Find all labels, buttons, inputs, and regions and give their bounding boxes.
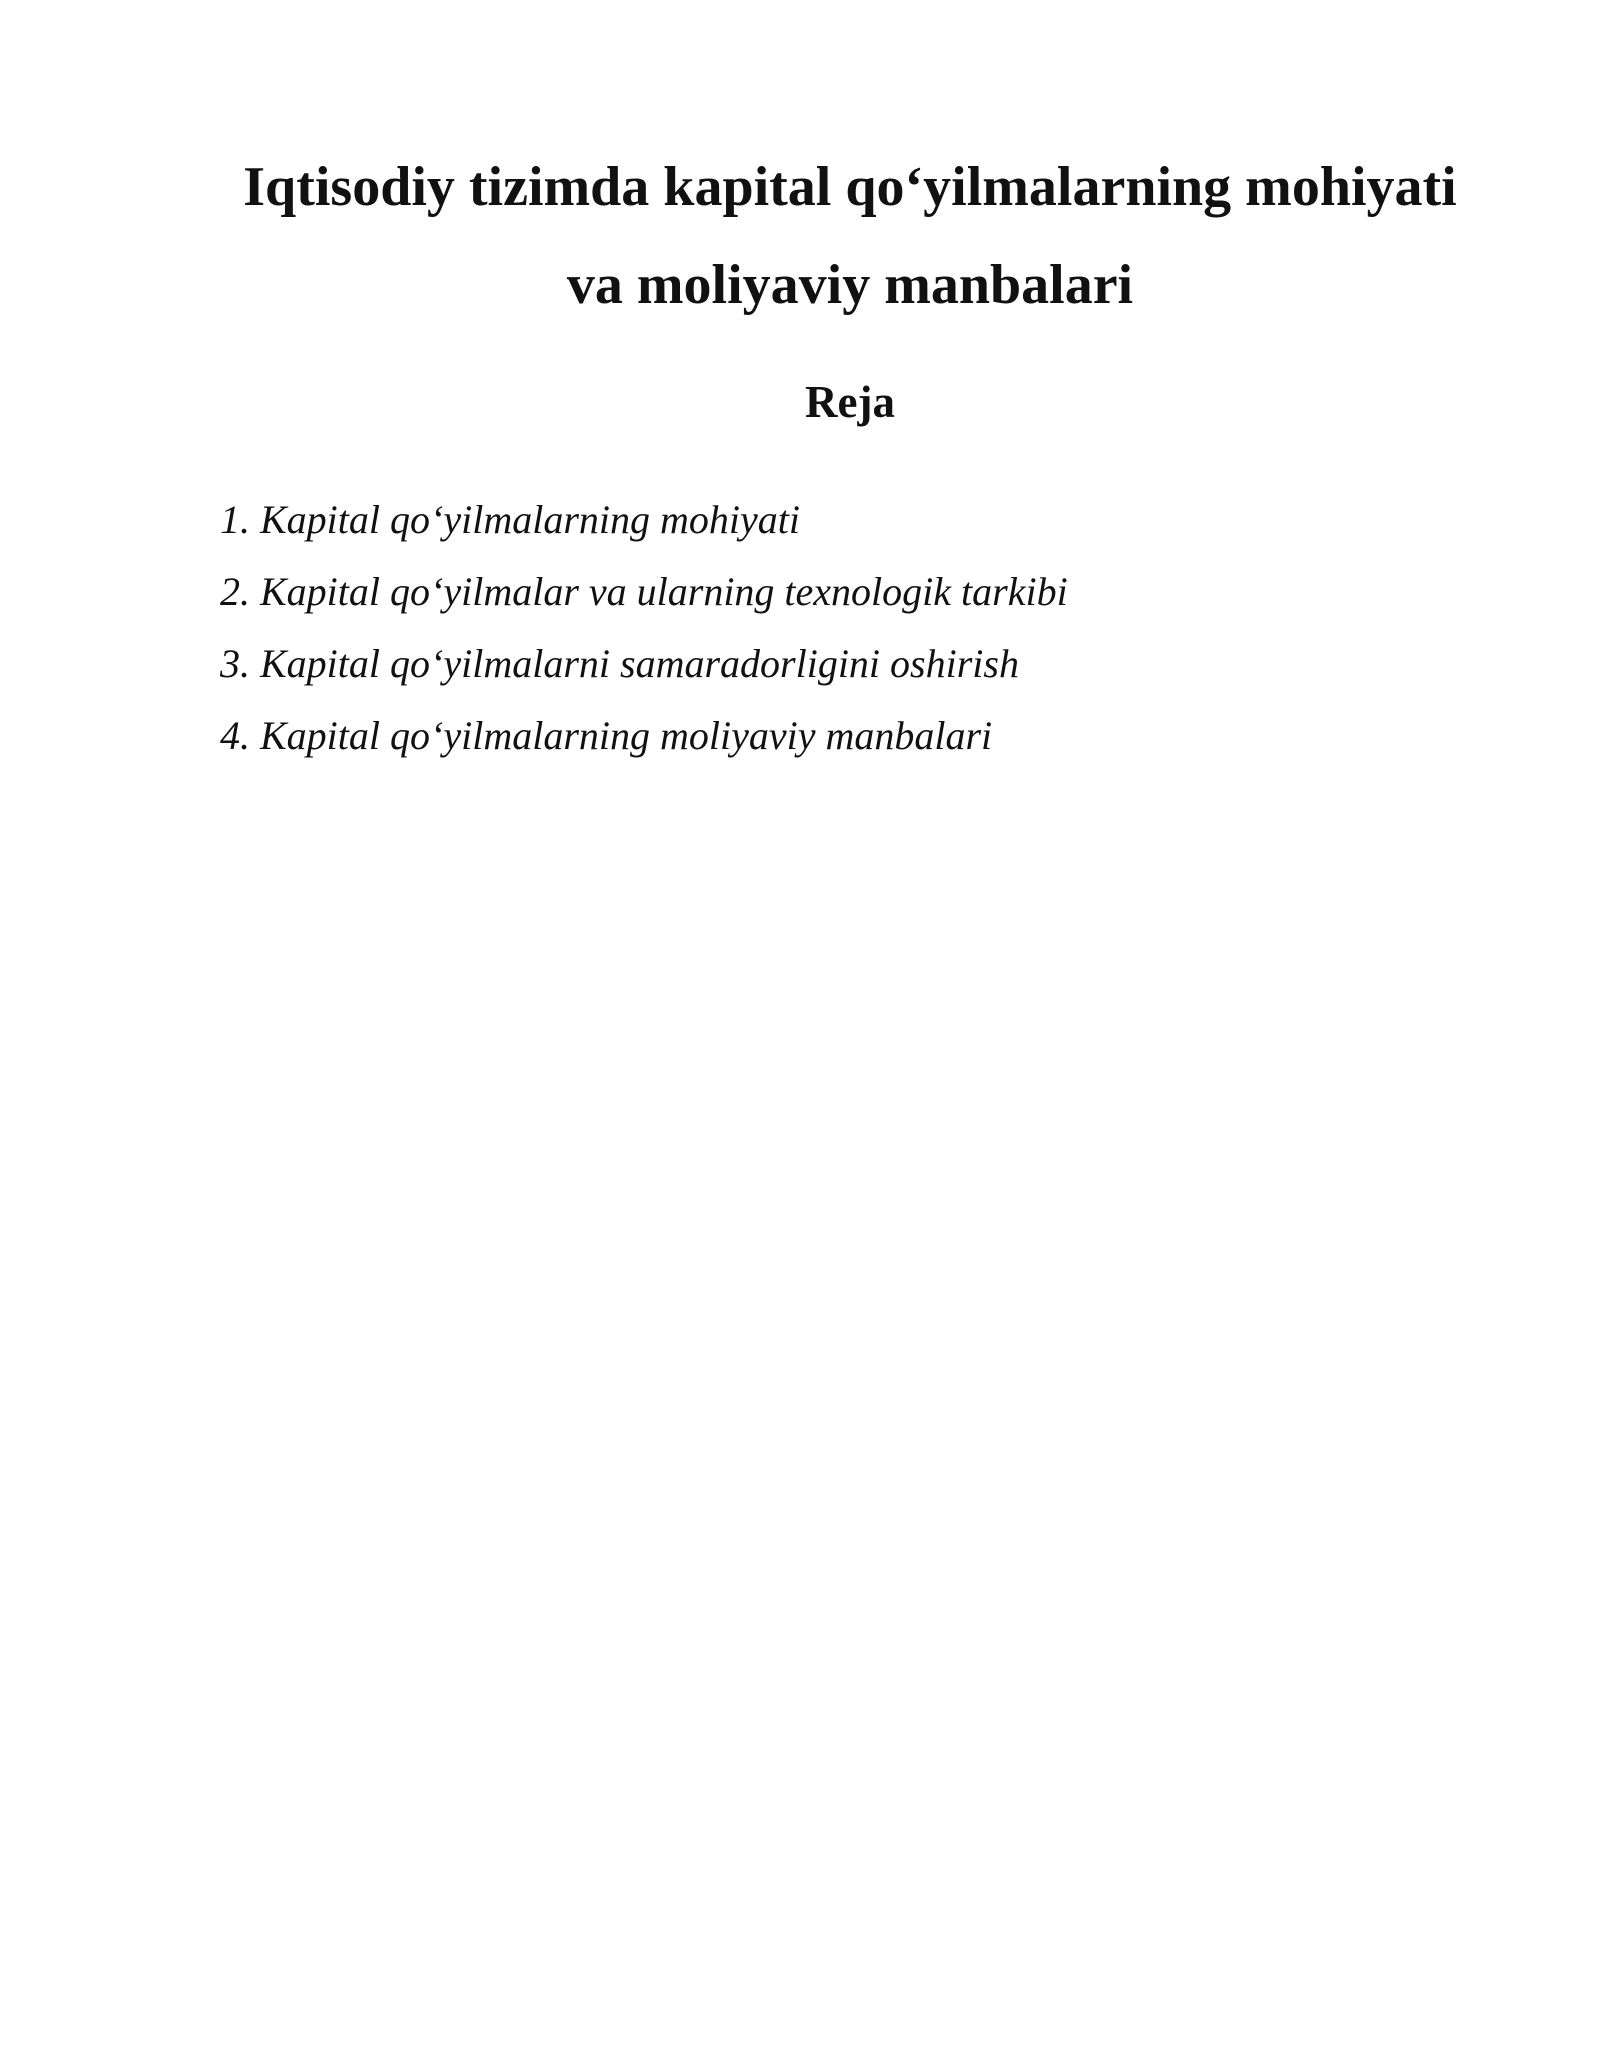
plan-item-2: 2. Kapital qo‘yilmalar va ularning texnologik tarkibi bbox=[220, 569, 1068, 614]
plan-list bbox=[220, 484, 1068, 772]
plan-item-1: 1. Kapital qo‘yilmalarning mohiyati bbox=[220, 497, 800, 542]
document-title-line-1: Iqtisodiy tizimda kapital qo‘yilmalarning mohiyati bbox=[243, 156, 1457, 218]
plan-item-3: 3. Kapital qo‘yilmalarni samaradorligini oshirish bbox=[220, 641, 1019, 686]
document-title-line-2: va moliyaviy manbalari bbox=[566, 254, 1134, 316]
plan-item-4: 4. Kapital qo‘yilmalarning moliyaviy manbalari bbox=[220, 713, 993, 758]
document-title bbox=[180, 138, 1520, 334]
plan-heading: Reja bbox=[805, 377, 895, 427]
